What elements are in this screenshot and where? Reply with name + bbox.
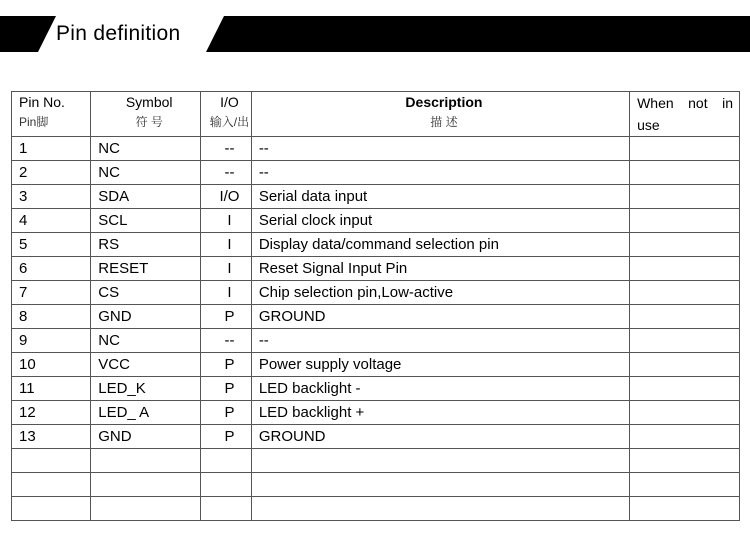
- cell-when-not-in-use: [630, 305, 740, 329]
- cell-when-not-in-use: [630, 497, 740, 521]
- cell-symbol: RS: [91, 233, 201, 257]
- cell-when-not-in-use: [630, 353, 740, 377]
- table-row: [12, 257, 740, 281]
- cell-when-not-in-use: [630, 185, 740, 209]
- section-banner: [0, 16, 750, 52]
- cell-description: --: [251, 161, 629, 185]
- header-when-not-in-use: When not in use: [630, 92, 740, 137]
- cell-description: [251, 473, 629, 497]
- cell-symbol: LED_K: [91, 377, 201, 401]
- cell-symbol: GND: [91, 305, 201, 329]
- cell-io: I: [201, 233, 252, 257]
- cell-when-not-in-use: [630, 329, 740, 353]
- cell-when-not-in-use: [630, 449, 740, 473]
- cell-when-not-in-use: [630, 473, 740, 497]
- cell-io: I/O: [201, 185, 252, 209]
- table-row: [12, 185, 740, 209]
- cell-description: Reset Signal Input Pin: [251, 257, 629, 281]
- cell-pin-no: 2: [12, 161, 91, 185]
- cell-pin-no: 7: [12, 281, 91, 305]
- cell-symbol: [91, 449, 201, 473]
- table-row: [12, 497, 740, 521]
- cell-io: [201, 497, 252, 521]
- cell-pin-no: 12: [12, 401, 91, 425]
- cell-io: I: [201, 281, 252, 305]
- table-row: [12, 209, 740, 233]
- cell-symbol: NC: [91, 137, 201, 161]
- table-row: [12, 401, 740, 425]
- table-row: [12, 329, 740, 353]
- table-row: [12, 161, 740, 185]
- cell-when-not-in-use: [630, 233, 740, 257]
- table-row: [12, 305, 740, 329]
- page-title: Pin definition: [56, 22, 181, 45]
- table-row: [12, 425, 740, 449]
- cell-io: --: [201, 161, 252, 185]
- table-row: [12, 473, 740, 497]
- cell-pin-no: 8: [12, 305, 91, 329]
- cell-pin-no: [12, 473, 91, 497]
- cell-symbol: SDA: [91, 185, 201, 209]
- cell-pin-no: [12, 497, 91, 521]
- cell-description: Power supply voltage: [251, 353, 629, 377]
- pin-definition-table: [11, 91, 740, 521]
- header-pin-no: Pin No. Pin脚: [12, 92, 91, 137]
- cell-symbol: CS: [91, 281, 201, 305]
- cell-pin-no: 13: [12, 425, 91, 449]
- cell-pin-no: 6: [12, 257, 91, 281]
- cell-io: I: [201, 209, 252, 233]
- cell-description: --: [251, 329, 629, 353]
- header-symbol: Symbol 符 号: [91, 92, 201, 137]
- cell-when-not-in-use: [630, 377, 740, 401]
- cell-description: --: [251, 137, 629, 161]
- cell-description: Serial data input: [251, 185, 629, 209]
- cell-io: P: [201, 305, 252, 329]
- cell-symbol: GND: [91, 425, 201, 449]
- cell-when-not-in-use: [630, 161, 740, 185]
- cell-pin-no: 4: [12, 209, 91, 233]
- header-io: I/O 输入/出: [201, 92, 252, 137]
- cell-description: Chip selection pin,Low-active: [251, 281, 629, 305]
- table-row: [12, 137, 740, 161]
- cell-symbol: LED_ A: [91, 401, 201, 425]
- cell-when-not-in-use: [630, 425, 740, 449]
- header-description: Description 描 述: [251, 92, 629, 137]
- table-row: [12, 233, 740, 257]
- table-row: [12, 377, 740, 401]
- cell-pin-no: [12, 449, 91, 473]
- cell-description: GROUND: [251, 425, 629, 449]
- cell-when-not-in-use: [630, 281, 740, 305]
- cell-description: [251, 449, 629, 473]
- table-row: [12, 449, 740, 473]
- cell-symbol: SCL: [91, 209, 201, 233]
- cell-description: Display data/command selection pin: [251, 233, 629, 257]
- cell-description: [251, 497, 629, 521]
- cell-io: --: [201, 329, 252, 353]
- cell-when-not-in-use: [630, 401, 740, 425]
- cell-io: P: [201, 377, 252, 401]
- cell-description: GROUND: [251, 305, 629, 329]
- cell-pin-no: 9: [12, 329, 91, 353]
- cell-io: P: [201, 425, 252, 449]
- cell-io: --: [201, 137, 252, 161]
- cell-description: LED backlight -: [251, 377, 629, 401]
- cell-symbol: [91, 473, 201, 497]
- cell-when-not-in-use: [630, 209, 740, 233]
- cell-pin-no: 10: [12, 353, 91, 377]
- cell-symbol: RESET: [91, 257, 201, 281]
- cell-pin-no: 1: [12, 137, 91, 161]
- table-row: [12, 281, 740, 305]
- cell-io: [201, 449, 252, 473]
- cell-io: P: [201, 353, 252, 377]
- table-row: [12, 353, 740, 377]
- cell-when-not-in-use: [630, 257, 740, 281]
- cell-io: P: [201, 401, 252, 425]
- table-header-row: [12, 92, 740, 137]
- cell-io: I: [201, 257, 252, 281]
- cell-description: LED backlight +: [251, 401, 629, 425]
- cell-symbol: VCC: [91, 353, 201, 377]
- cell-pin-no: 3: [12, 185, 91, 209]
- cell-description: Serial clock input: [251, 209, 629, 233]
- cell-symbol: NC: [91, 329, 201, 353]
- cell-symbol: [91, 497, 201, 521]
- cell-pin-no: 5: [12, 233, 91, 257]
- cell-when-not-in-use: [630, 137, 740, 161]
- cell-pin-no: 11: [12, 377, 91, 401]
- cell-symbol: NC: [91, 161, 201, 185]
- cell-io: [201, 473, 252, 497]
